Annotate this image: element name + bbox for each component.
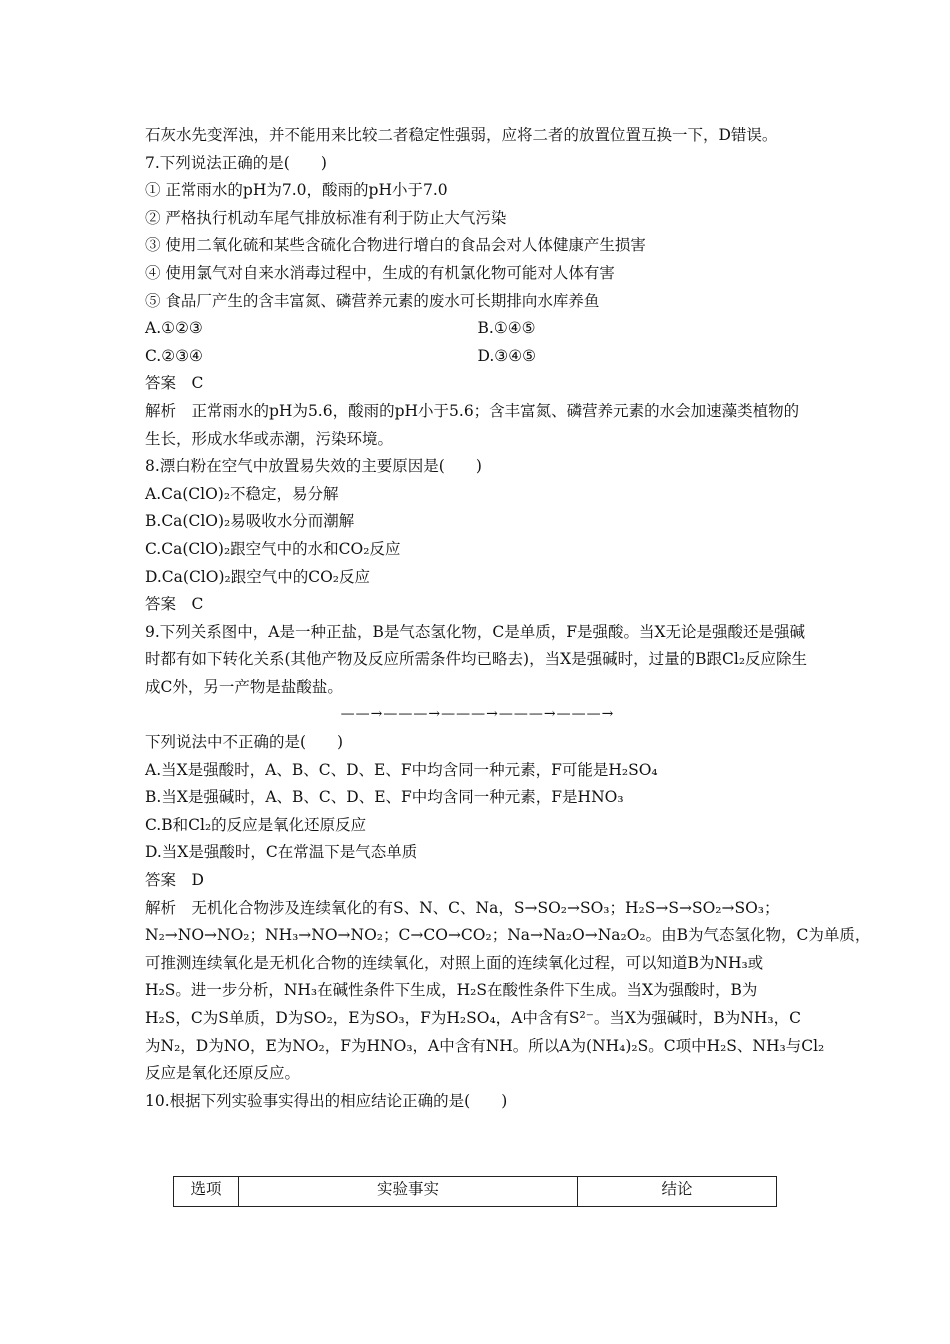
q7-answer: 答案 C <box>145 374 204 393</box>
q8-stem: 8.漂白粉在空气中放置易失效的主要原因是( ) <box>145 457 482 476</box>
q7-item: ⑤ 食品厂产生的含丰富氮、磷营养元素的废水可长期排向水库养鱼 <box>145 291 600 310</box>
q9-option-c: C.B和Cl₂的反应是氧化还原反应 <box>145 815 367 834</box>
table-header-fact: 实验事实 <box>239 1177 578 1207</box>
q9-analysis-line: H₂S，C为S单质，D为SO₂，E为SO₃，F为H₂SO₄，A中含有S²⁻。当X为强碱时，B为NH₃，C <box>145 1009 801 1027</box>
table-header-row <box>174 1177 777 1207</box>
q7-option-c: C.②③④ <box>145 346 203 365</box>
q7-item: ④ 使用氯气对自来水消毒过程中，生成的有机氯化物可能对人体有害 <box>145 263 615 282</box>
q7-options-row <box>145 315 810 343</box>
q9-analysis-line: H₂S。进一步分析，NH₃在碱性条件下生成，H₂S在酸性条件下生成。当X为强酸时，B为 <box>145 981 758 1000</box>
q8-option-c: C.Ca(ClO)₂跟空气中的水和CO₂反应 <box>145 539 401 558</box>
q7-item: ③ 使用二氧化硫和某些含硫化合物进行增白的食品会对人体健康产生损害 <box>145 236 646 255</box>
q10-table <box>173 1176 777 1207</box>
q9-option-a: A.当X是强酸时，A、B、C、D、E、F中均含同一种元素，F可能是H₂SO₄ <box>145 760 658 779</box>
q10-stem: 10.根据下列实验事实得出的相应结论正确的是( ) <box>145 1091 508 1110</box>
q7-option-b: B.①④⑤ <box>477 319 536 338</box>
q9-question: 下列说法中不正确的是( ) <box>145 733 344 752</box>
q7-stem: 7.下列说法正确的是( ) <box>145 153 327 172</box>
q7-item: ② 严格执行机动车尾气排放标准有利于防止大气污染 <box>145 208 507 227</box>
q9-analysis-line: 为N₂，D为NO，E为NO₂，F为HNO₃，A中含有NH。所以A为(NH₄)₂S。C项中H₂S、NH₃与Cl₂ <box>145 1036 825 1055</box>
table-header-option: 选项 <box>174 1177 239 1207</box>
q8-option-a: A.Ca(ClO)₂不稳定，易分解 <box>145 484 339 503</box>
q7-options-row <box>145 343 810 371</box>
q9-analysis-line: 反应是氧化还原反应。 <box>145 1064 301 1083</box>
table-header-conclusion: 结论 <box>578 1177 777 1207</box>
q9-analysis-line: 解析 无机化合物涉及连续氧化的有S、N、C、Na，S→SO₂→SO₃；H₂S→S→SO₂→SO₃； <box>145 898 780 917</box>
q7-option-d: D.③④⑤ <box>477 346 536 365</box>
q8-option-d: D.Ca(ClO)₂跟空气中的CO₂反应 <box>145 567 371 586</box>
q8-option-b: B.Ca(ClO)₂易吸收水分而潮解 <box>145 512 355 531</box>
continuation-text: 石灰水先变浑浊，并不能用来比较二者稳定性强弱，应将二者的放置位置互换一下，D错误。 <box>145 126 778 144</box>
q9-analysis-line: N₂→NO→NO₂；NH₃→NO→NO₂；C→CO→CO₂；Na→Na₂O→Na₂O₂。由B为气态氢化物，C为单质， <box>145 926 871 945</box>
document-body <box>145 122 871 1115</box>
q9-analysis-line: 可推测连续氧化是无机化合物的连续氧化，对照上面的连续氧化过程，可以知道B为NH₃或 <box>145 953 764 972</box>
q9-option-b: B.当X是强碱时，A、B、C、D、E、F中均含同一种元素，F是HNO₃ <box>145 788 624 807</box>
q7-analysis: 解析 正常雨水的pH为5.6，酸雨的pH小于5.6；含丰富氮、磷营养元素的水会加速藻类植物的生长，形成水华或赤潮，污染环境。 <box>145 401 800 448</box>
q9-option-d: D.当X是强酸时，C在常温下是气态单质 <box>145 843 418 862</box>
q7-option-a: A.①②③ <box>145 319 203 338</box>
q9-stem: 9.下列关系图中，A是一种正盐，B是气态氢化物，C是单质，F是强酸。当X无论是强酸还是强碱时都有如下转化关系(其他产物及反应所需条件均已略去)，当X是强碱时，过量的B跟Cl₂反应除生成C外，另一产物是盐酸盐。 <box>145 622 808 696</box>
q7-item: ① 正常雨水的pH为7.0，酸雨的pH小于7.0 <box>145 181 448 200</box>
q8-answer: 答案 C <box>145 595 204 614</box>
q9-transformation-chain: ——→———→———→———→———→ <box>340 706 615 723</box>
q9-answer: 答案 D <box>145 871 204 890</box>
